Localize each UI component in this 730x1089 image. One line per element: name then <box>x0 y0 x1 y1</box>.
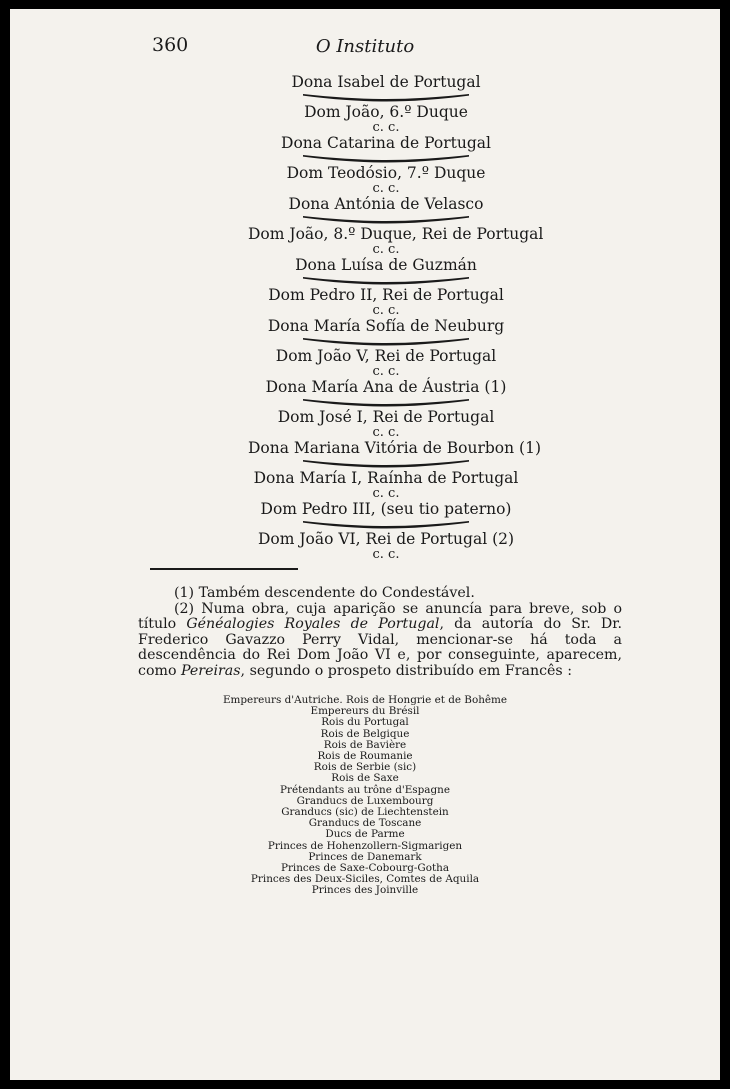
genealogy-name: Dona Mariana Vitória de Bourbon (1) <box>248 439 542 457</box>
genealogy-name: Dom João V, Rei de Portugal <box>275 347 497 365</box>
brace-divider <box>248 275 524 286</box>
genealogy-entry <box>248 134 524 153</box>
genealogy-entry <box>248 530 524 561</box>
marriage-mark: c. c. <box>372 425 400 440</box>
footnote-divider <box>150 568 298 570</box>
genealogy-name: Dom José I, Rei de Portugal <box>277 408 495 426</box>
genealogy-entry <box>248 256 524 275</box>
genealogy-entry <box>248 164 524 195</box>
genealogy-chain <box>248 73 544 562</box>
genealogy-name: Dom Teodósio, 7.º Duque <box>286 164 486 182</box>
genealogy-entry <box>248 103 524 134</box>
royal-house-item: Granducs de Toscane <box>308 817 422 830</box>
genealogy-entry <box>248 408 524 439</box>
marriage-mark: c. c. <box>372 547 400 562</box>
genealogy-name: Dom João, 8.º Duque, Rei de Portugal <box>248 225 544 243</box>
genealogy-entry <box>248 500 524 519</box>
running-title: O Instituto <box>315 36 415 57</box>
royal-house-item: Princes des Deux-Siciles, Comtes de Aquila <box>250 873 480 886</box>
document-page <box>10 9 720 1080</box>
marriage-mark: c. c. <box>372 364 400 379</box>
royal-house-item: Empereurs d'Autriche. Rois de Hongrie et de Bohême <box>222 694 508 706</box>
brace-divider <box>248 519 524 530</box>
royal-house-item: Rois de Roumanie <box>317 750 413 763</box>
genealogy-entry <box>248 469 524 500</box>
royal-house-item: Granducs de Luxembourg <box>296 794 434 807</box>
brace-divider <box>248 153 524 164</box>
marriage-mark: c. c. <box>372 303 400 318</box>
genealogy-name: Dona María I, Raínha de Portugal <box>253 469 519 487</box>
footnote-2-book-title: Généalogies Royales de Portugal <box>186 616 440 632</box>
royal-house-item: Rois du Portugal <box>321 716 409 729</box>
footnote-2-lead: (2) Numa obra, cuja aparição se anuncía para breve, sob o título <box>138 600 622 632</box>
genealogy-entry <box>248 439 542 458</box>
genealogy-entry <box>248 378 524 397</box>
royal-house-item: Rois de Bavière <box>323 738 407 751</box>
genealogy-name: Dona Antónia de Velasco <box>288 195 484 213</box>
marriage-mark: c. c. <box>372 242 400 257</box>
genealogy-name: Dona Luísa de Guzmán <box>295 256 477 274</box>
royal-houses-list <box>10 695 720 897</box>
footnote-2-body: , da autoría do Sr. Dr. Frederico Gavazzo Perry Vidal, mencionar-se há toda a descendência do Rei Dom João VI e, por conseguinte, aparecem, como <box>138 616 622 679</box>
footnotes <box>138 586 622 679</box>
footnote-2-tail: , segundo o prospeto distribuído em Francês : <box>240 662 573 679</box>
royal-house-item: Rois de Serbie (sic) <box>313 761 417 774</box>
royal-house-item: Princes de Hohenzollern-Sigmarigen <box>267 839 463 852</box>
royal-house-item: Rois de Belgique <box>320 727 410 740</box>
genealogy-name: Dona Isabel de Portugal <box>291 73 481 91</box>
brace-divider <box>248 92 524 103</box>
footnote-2 <box>138 602 622 680</box>
page-number: 360 <box>152 34 189 56</box>
footnote-1: (1) Também descendente do Condestável. <box>174 585 475 601</box>
royal-house-item: Rois de Saxe <box>331 772 399 785</box>
royal-house-item: Princes des Joinville <box>311 884 419 897</box>
genealogy-entry <box>248 73 524 92</box>
brace-divider <box>248 336 524 347</box>
genealogy-entry <box>248 286 524 317</box>
royal-house-item: Ducs de Parme <box>325 828 405 841</box>
genealogy-name: Dona María Ana de Áustria (1) <box>265 378 507 396</box>
brace-divider <box>248 397 524 408</box>
genealogy-entry <box>248 347 524 378</box>
genealogy-name: Dom Pedro II, Rei de Portugal <box>268 286 504 304</box>
genealogy-entry <box>248 317 524 336</box>
royal-house-item: Princes de Danemark <box>308 850 422 863</box>
marriage-mark: c. c. <box>372 486 400 501</box>
royal-house-item: Princes de Saxe-Cobourg-Gotha <box>280 862 450 875</box>
genealogy-name: Dona Catarina de Portugal <box>281 134 491 152</box>
genealogy-name: Dom João, 6.º Duque <box>304 103 468 121</box>
brace-divider <box>248 214 524 225</box>
marriage-mark: c. c. <box>372 181 400 196</box>
footnote-2-pereiras: Pereiras <box>181 662 241 679</box>
genealogy-entry <box>248 225 544 257</box>
royal-house-item: Empereurs du Brésil <box>310 705 420 718</box>
genealogy-name: Dona María Sofía de Neuburg <box>267 317 505 335</box>
brace-divider <box>248 458 524 469</box>
royal-house-item: Granducs (sic) de Liechtenstein <box>281 806 449 819</box>
marriage-mark: c. c. <box>372 120 400 135</box>
genealogy-name: Dom Pedro III, (seu tio paterno) <box>260 500 512 518</box>
genealogy-name: Dom João VI, Rei de Portugal (2) <box>257 530 515 548</box>
genealogy-entry <box>248 195 524 214</box>
royal-house-item: Prétendants au trône d'Espagne <box>280 783 450 796</box>
